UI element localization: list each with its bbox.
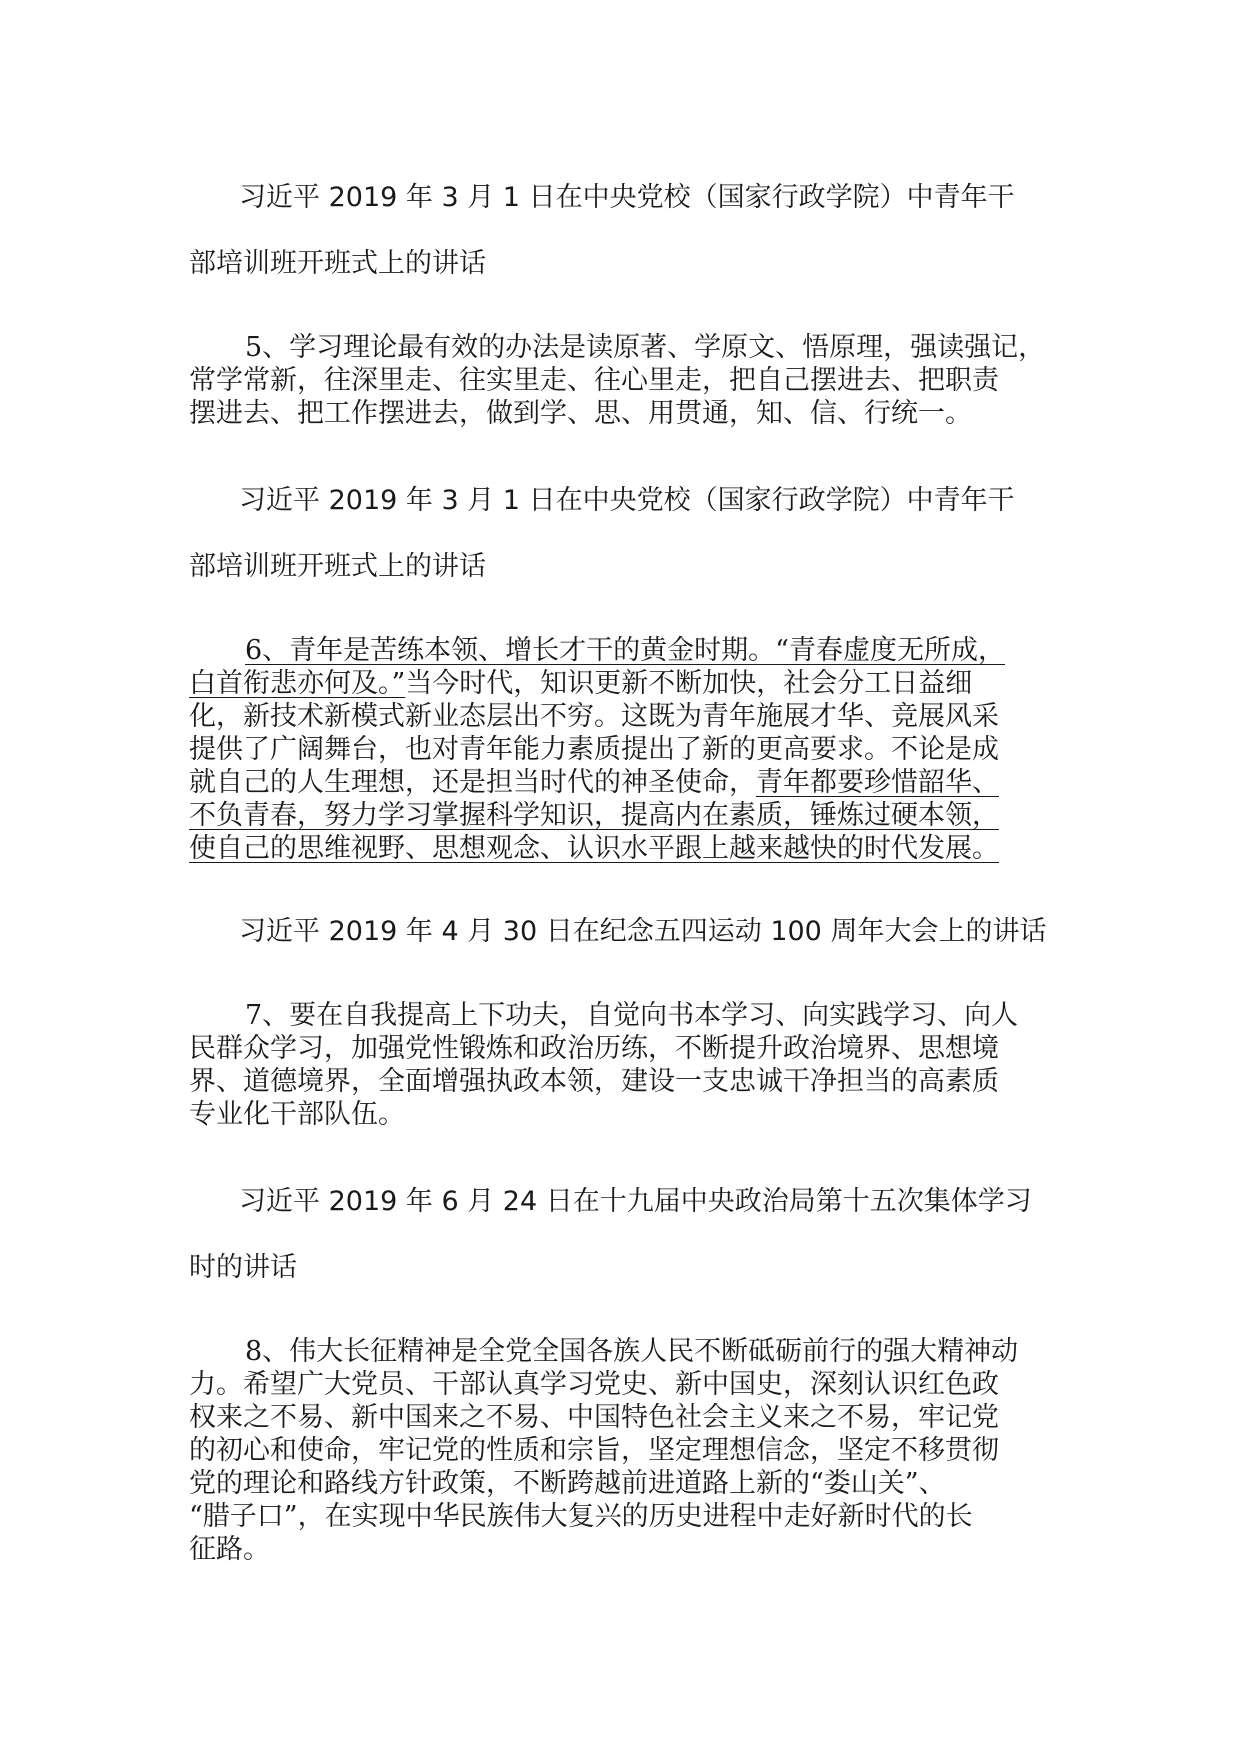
paragraph-line: “腊子口”，在实现中华民族伟大复兴的历史进程中走好新时代的长 xyxy=(189,1501,973,1532)
paragraph-line xyxy=(189,799,1069,832)
paragraph-line: 的初心和使命，牢记党的性质和宗旨，坚定理想信念，坚定不移贯彻 xyxy=(189,1435,999,1466)
paragraph-line xyxy=(189,634,1069,667)
paragraph-line: 专业化干部队伍。 xyxy=(189,1099,405,1130)
paragraph-line: 7、要在自我提高上下功夫，自觉向书本学习、向实践学习、向人 xyxy=(245,1000,1019,1031)
paragraph-line: 党的理论和路线方针政策，不断跨越前进道路上新的“娄山关”、 xyxy=(189,1468,946,1499)
underlined-text: 6、青年是苦练本领、增长才干的黄金时期。“青春虚度无所成， xyxy=(245,635,1005,666)
paragraph-line xyxy=(189,832,1069,865)
source-citation-line: 习近平 2019 年 6 月 24 日在十九届中央政治局第十五次集体学习 xyxy=(239,1186,1032,1217)
underlined-text: 不负青春，努力学习掌握科学知识，提高内在素质，锤炼过硬本领， xyxy=(189,800,999,831)
underlined-text: 青年都要珍惜韶华、 xyxy=(756,767,999,798)
paragraph-line: 5、学习理论最有效的办法是读原著、学原文、悟原理，强读强记， xyxy=(245,332,1046,363)
paragraph-line xyxy=(189,700,1069,733)
paragraph-line: 民群众学习，加强党性锻炼和政治历练，不断提升政治境界、思想境 xyxy=(189,1033,999,1064)
paragraph-line xyxy=(189,733,1069,766)
quote-paragraph xyxy=(189,1335,1069,1566)
plain-text: 就自己的人生理想，还是担当时代的神圣使命， xyxy=(189,767,756,798)
source-citation-line: 部培训班开班式上的讲话 xyxy=(189,248,486,279)
quote-paragraph xyxy=(189,331,1069,430)
paragraph-line: 征路。 xyxy=(189,1534,270,1565)
underlined-text: 使自己的思维视野、思想观念、认识水平跟上越来越快的时代发展。 xyxy=(189,833,999,864)
source-citation-line: 习近平 2019 年 3 月 1 日在中央党校（国家行政学院）中青年干 xyxy=(239,485,1015,516)
paragraph-line xyxy=(189,667,1069,700)
source-citation-line: 习近平 2019 年 3 月 1 日在中央党校（国家行政学院）中青年干 xyxy=(239,182,1015,213)
paragraph-line: 力。希望广大党员、干部认真学习党史、新中国史，深刻认识红色政 xyxy=(189,1369,999,1400)
paragraph-line xyxy=(189,766,1069,799)
paragraph-line: 权来之不易、新中国来之不易、中国特色社会主义来之不易，牢记党 xyxy=(189,1402,999,1433)
paragraph-line: 摆进去、把工作摆进去，做到学、思、用贯通，知、信、行统一。 xyxy=(189,398,972,429)
source-citation-line: 习近平 2019 年 4 月 30 日在纪念五四运动 100 周年大会上的讲话 xyxy=(239,916,1047,947)
paragraph-line: 常学常新，往深里走、往实里走、往心里走，把自己摆进去、把职责 xyxy=(189,365,999,396)
quote-paragraph xyxy=(189,634,1069,865)
paragraph-line: 8、伟大长征精神是全党全国各族人民不断砥砺前行的强大精神动 xyxy=(245,1336,1019,1367)
source-citation-line: 部培训班开班式上的讲话 xyxy=(189,551,486,582)
paragraph-line: 界、道德境界，全面增强执政本领，建设一支忠诚干净担当的高素质 xyxy=(189,1066,999,1097)
underlined-text: 白首衔悲亦何及。” xyxy=(189,668,406,699)
plain-text: 提供了广阔舞台，也对青年能力素质提出了新的更高要求。不论是成 xyxy=(189,734,999,765)
source-citation-line: 时的讲话 xyxy=(189,1252,297,1283)
plain-text: 当今时代，知识更新不断加快，社会分工日益细 xyxy=(405,668,973,699)
quote-paragraph xyxy=(189,999,1069,1131)
plain-text: 化，新技术新模式新业态层出不穷。这既为青年施展才华、竞展风采 xyxy=(189,701,999,732)
